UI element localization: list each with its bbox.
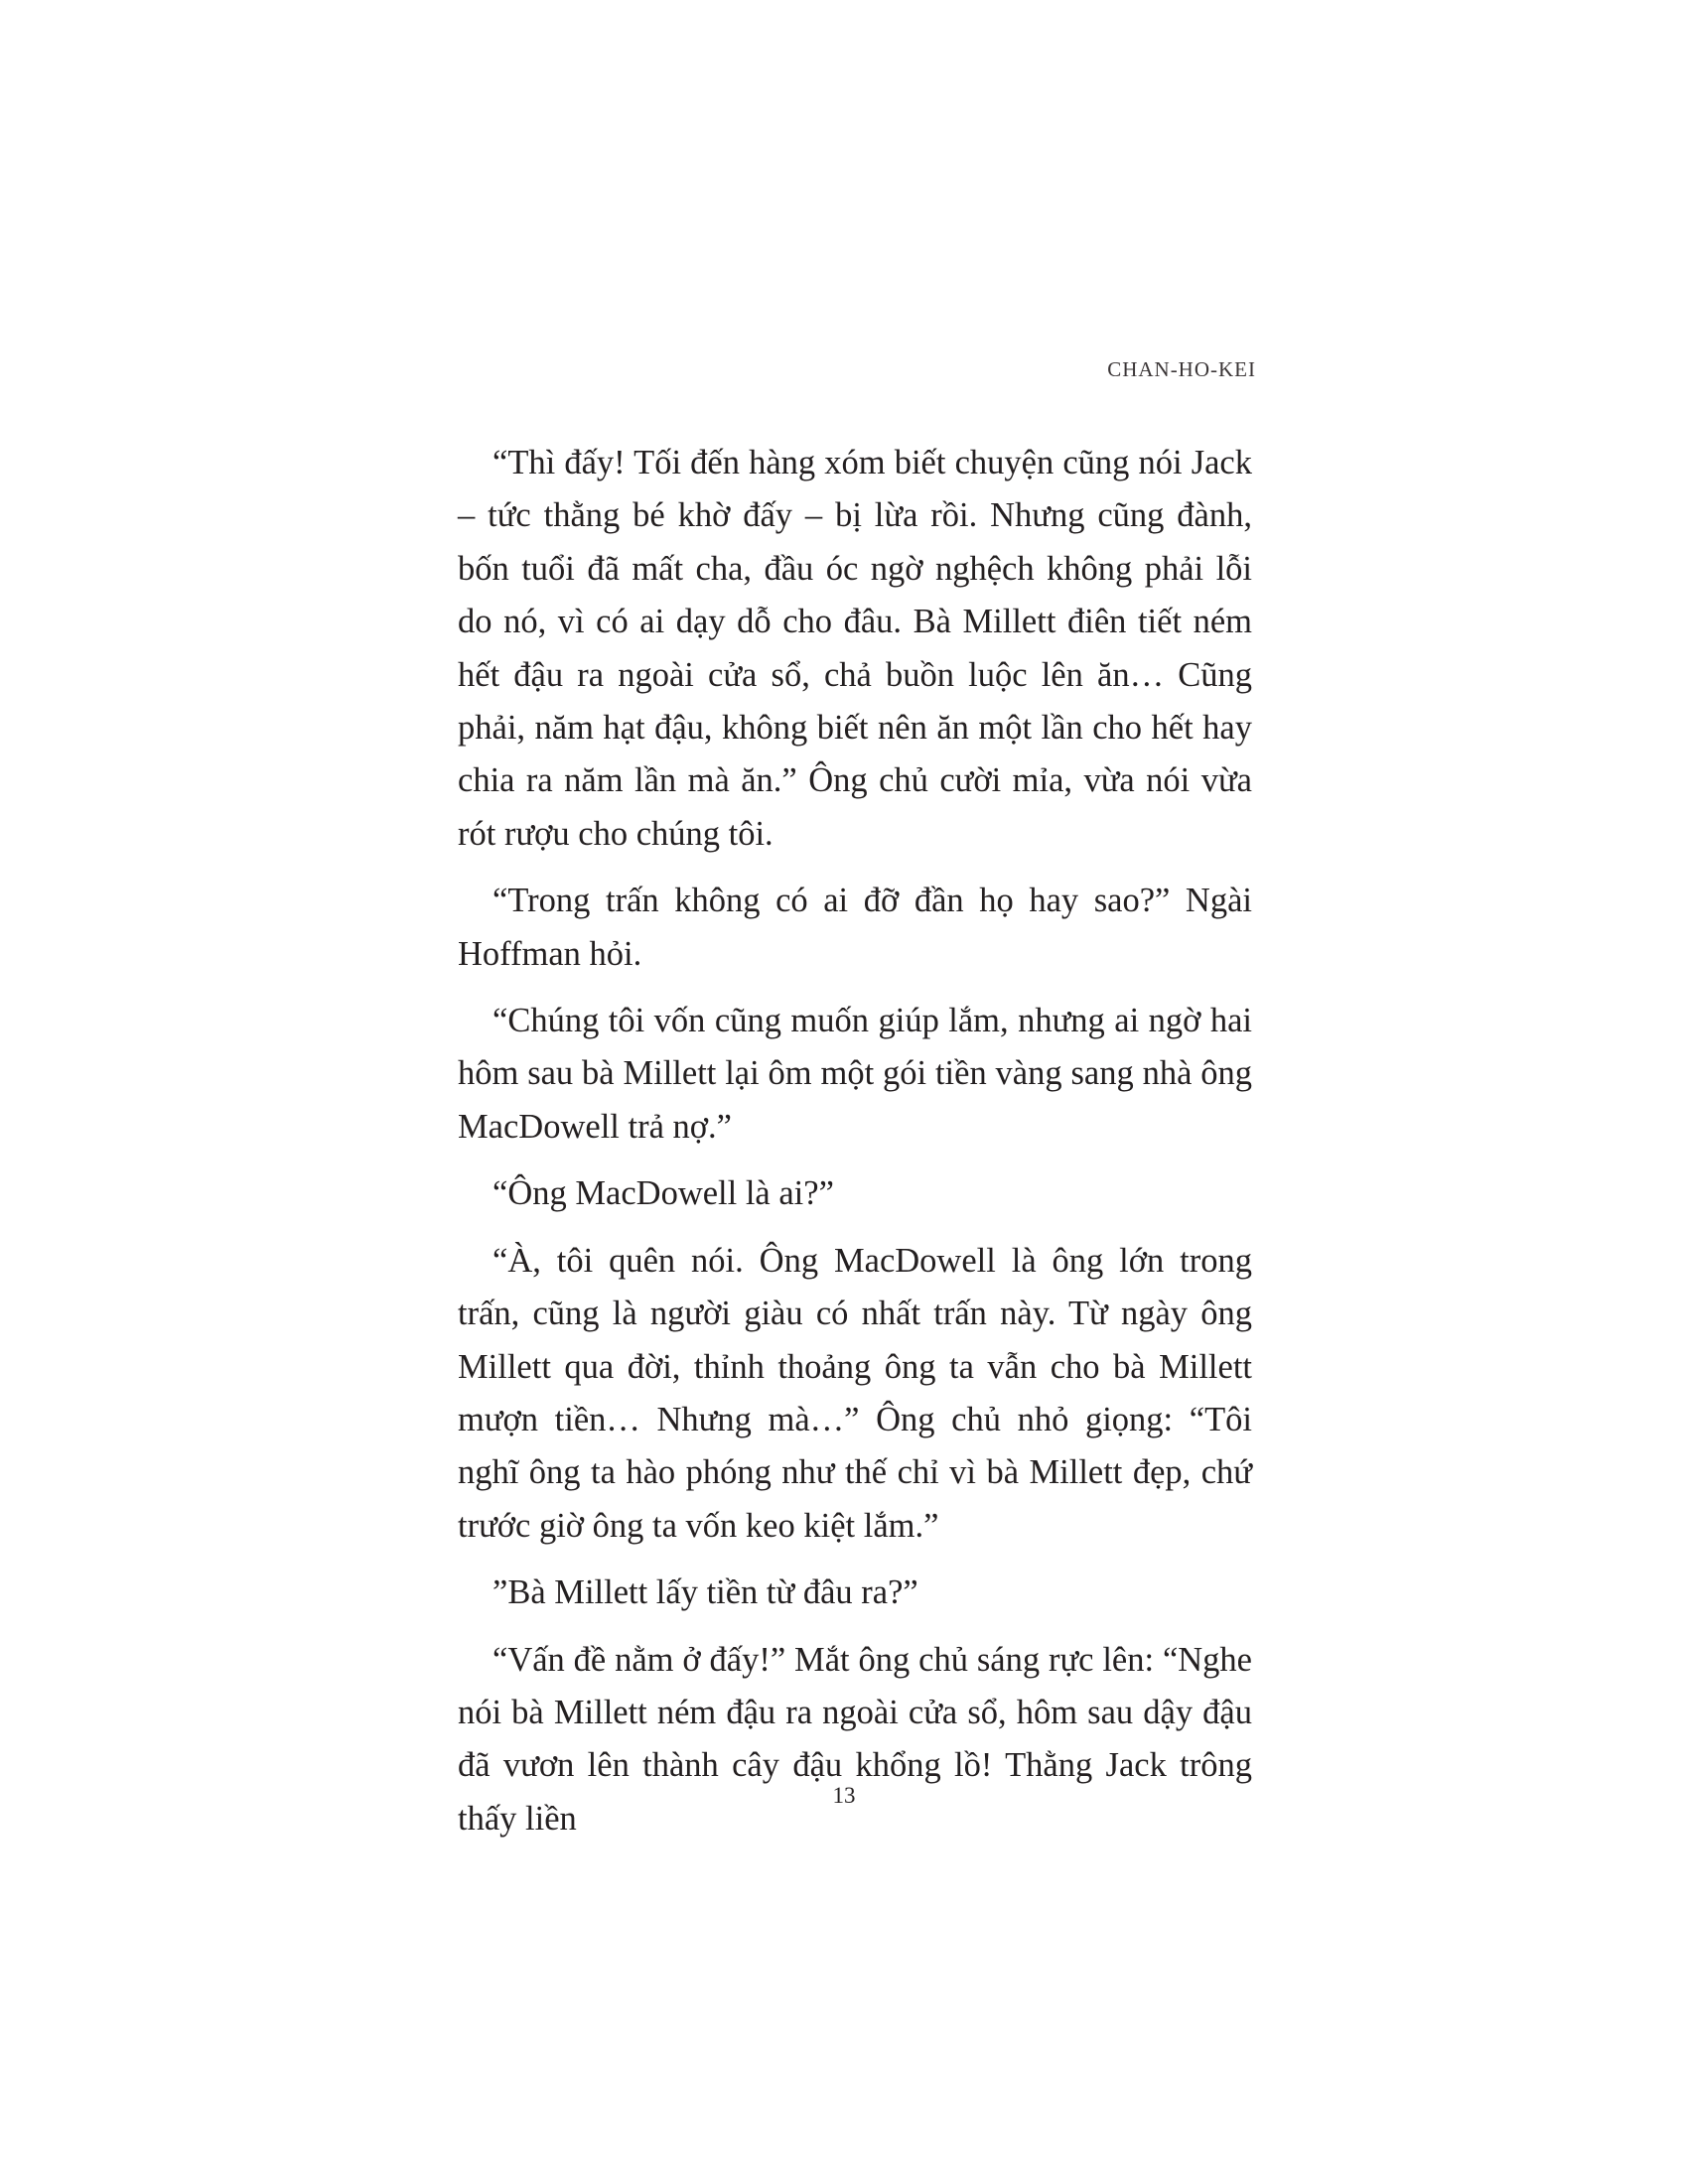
body-text [458,437,1252,1845]
paragraph: “À, tôi quên nói. Ông MacDowell là ông lớn trong trấn, cũng là người giàu có nhất trấn này. Từ ngày ông Millett qua đời, thỉnh thoảng ông ta vẫn cho bà Millett mượn tiền… Nhưng mà…” Ông chủ nhỏ giọng: “Tôi nghĩ ông ta hào phóng như thế chỉ vì bà Millett đẹp, chứ trước giờ ông ta vốn keo kiệt lắm.” [458,1241,1252,1545]
running-header: CHAN-HO-KEI [1107,357,1256,381]
page-number: 13 [832,1783,856,1808]
paragraph: “Ông MacDowell là ai?” [492,1174,834,1213]
paragraph: ”Bà Millett lấy tiền từ đâu ra?” [492,1573,918,1612]
paragraph: “Thì đấy! Tối đến hàng xóm biết chuyện cũng nói Jack – tức thằng bé khờ đấy – bị lừa rồi. Nhưng cũng đành, bốn tuổi đã mất cha, đầu óc ngờ nghệch không phải lỗi do nó, vì có ai dạy dỗ cho đâu. Bà Millett điên tiết ném hết đậu ra ngoài cửa sổ, chả buồn luộc lên ăn… Cũng phải, năm hạt đậu, không biết nên ăn một lần cho hết hay chia ra năm lần mà ăn.” Ông chủ cười mỉa, vừa nói vừa rót rượu cho chúng tôi. [458,444,1252,853]
paragraph: “Chúng tôi vốn cũng muốn giúp lắm, nhưng ai ngờ hai hôm sau bà Millett lại ôm một gói tiền vàng sang nhà ông MacDowell trả nợ.” [458,1002,1252,1146]
paragraph: “Trong trấn không có ai đỡ đần họ hay sao?” Ngài Hoffman hỏi. [458,882,1252,973]
paragraph: “Vấn đề nằm ở đấy!” Mắt ông chủ sáng rực lên: “Nghe nói bà Millett ném đậu ra ngoài cửa sổ, hôm sau dậy đậu đã vươn lên thành cây đậu khổng lồ! Thằng Jack trông thấy liền [458,1640,1252,1838]
